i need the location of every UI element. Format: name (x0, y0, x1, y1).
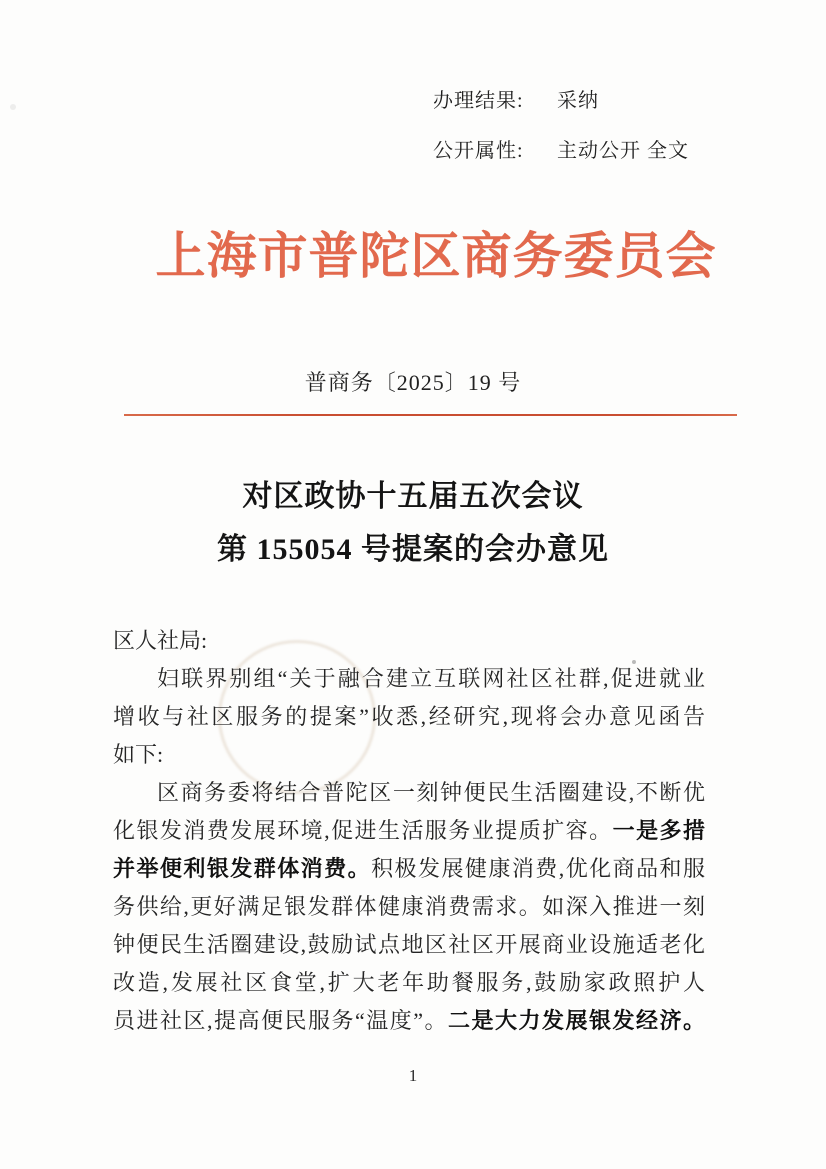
body-line: 钟便民生活圈建设,鼓励试点地区社区开展商业设施适老化 (113, 932, 705, 957)
body-line: 并举便利银发群体消费。积极发展健康消费,优化商品和服 (113, 856, 705, 881)
salutation-line: 区人社局: (113, 628, 208, 653)
body-text (113, 622, 705, 1040)
body-line: 化银发消费发展环境,促进生活服务业提质扩容。一是多措 (113, 818, 705, 843)
bold-emphasis: 一是多措 (612, 818, 705, 843)
bold-emphasis: 并举便利银发群体消费。 (113, 856, 372, 881)
page-number: 1 (408, 1066, 418, 1085)
doc-number: 普商务〔2025〕19 号 (304, 370, 522, 395)
meta-block (433, 88, 689, 188)
doc-title-line-2: 第 155054 号提案的会办意见 (217, 533, 609, 566)
body-line: 妇联界别组“关于融合建立互联网社区社群,促进就业 (157, 666, 705, 691)
meta-label: 公开属性: (433, 140, 524, 162)
body-line: 员进社区,提高便民服务“温度”。二是大力发展银发经济。 (113, 1008, 705, 1033)
red-divider-line (124, 414, 737, 416)
body-line: 改造,发展社区食堂,扩大老年助餐服务,鼓励家政照护人 (113, 970, 705, 995)
body-line: 如下: (113, 742, 164, 767)
doc-title (0, 470, 826, 576)
meta-label: 办理结果: (433, 90, 524, 112)
agency-title: 上海市普陀区商务委员会 (155, 228, 717, 284)
doc-title-line-1: 对区政协十五届五次会议 (242, 480, 584, 513)
bold-emphasis: 二是大力发展银发经济。 (448, 1008, 705, 1033)
meta-value: 采纳 (557, 90, 599, 112)
body-line: 区商务委将结合普陀区一刻钟便民生活圈建设,不断优 (157, 780, 705, 805)
meta-value: 主动公开 全文 (557, 140, 689, 162)
scan-speck (10, 104, 16, 110)
meta-row-publicity (433, 138, 689, 164)
body-line: 增收与社区服务的提案”收悉,经研究,现将会办意见函告 (113, 704, 705, 729)
body-line: 务供给,更好满足银发群体健康消费需求。如深入推进一刻 (113, 894, 705, 919)
meta-row-result (433, 88, 689, 114)
